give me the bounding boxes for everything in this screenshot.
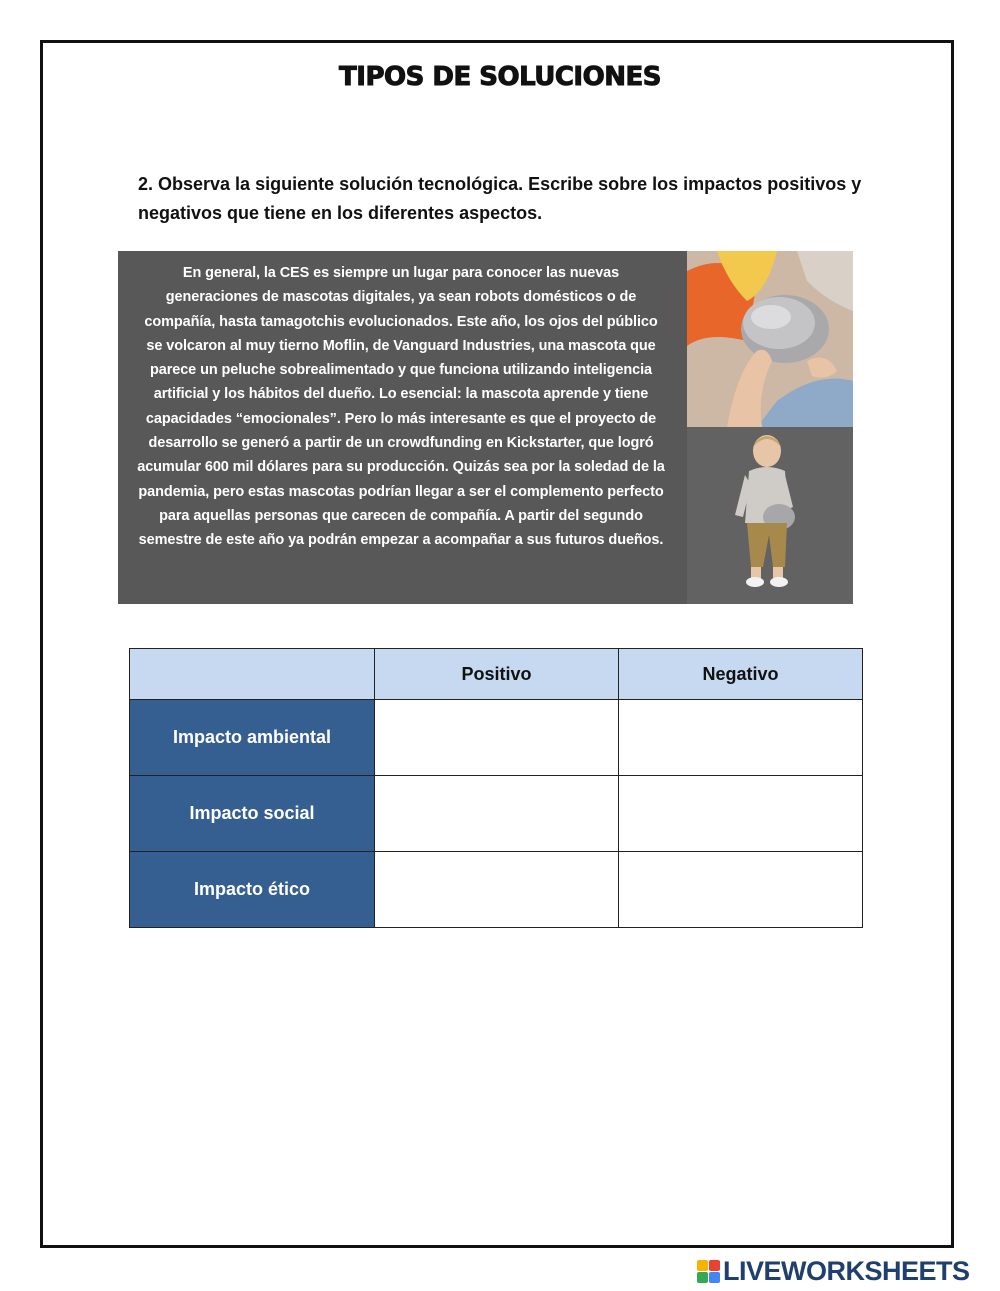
liveworksheets-logo[interactable] xyxy=(697,1256,970,1286)
table-header-row xyxy=(130,649,863,700)
cell-etico-positivo[interactable] xyxy=(375,852,619,928)
liveworksheets-blocks-icon xyxy=(697,1260,720,1283)
cell-social-positivo[interactable] xyxy=(375,776,619,852)
child-with-moflin-photo xyxy=(687,427,853,604)
child-illustration xyxy=(687,427,853,604)
article-text: En general, la CES es siempre un lugar para conocer las nuevas generaciones de mascotas digitales, ya sean robots domésticos o de compañía, hasta tamagotchis evolucionados. Este año, los ojos del público se volcaron al muy tierno Moflin, de Vanguard Industries, una mascota que parece un peluche sobrealimentado y que funciona utilizando inteligencia artificial y los hábitos del dueño. Lo esencial: la mascota aprende y tiene capacidades “emocionales”. Pero lo más interesante es que el proyecto de desarrollo se generó a partir de un crowdfunding en Kickstarter, que logró acumular 600 mil dólares para su producción. Quizás sea por la soledad de la pandemia, pero estas mascotas podrían llegar a ser el complemento perfecto para aquellas personas que carecen de compañía. A partir del segundo semestre de este año ya podrán empezar a acompañar a sus futuros dueños. xyxy=(137,265,665,549)
table-row xyxy=(130,776,863,852)
table-row xyxy=(130,700,863,776)
moflin-held-photo xyxy=(687,251,853,427)
moflin-held-illustration xyxy=(687,251,853,427)
cell-etico-negativo[interactable] xyxy=(619,852,863,928)
header-empty-cell xyxy=(130,649,375,700)
row-label-impacto-etico: Impacto ético xyxy=(130,852,375,928)
header-positivo: Positivo xyxy=(375,649,619,700)
worksheet-title: TIPOS DE SOLUCIONES xyxy=(339,62,661,92)
cell-ambiental-negativo[interactable] xyxy=(619,700,863,776)
table-row xyxy=(130,852,863,928)
row-label-impacto-ambiental: Impacto ambiental xyxy=(130,700,375,776)
cell-ambiental-positivo[interactable] xyxy=(375,700,619,776)
impact-table xyxy=(129,648,863,928)
logo-text: LIVEWORKSHEETS xyxy=(723,1255,970,1286)
header-negativo: Negativo xyxy=(619,649,863,700)
article-box xyxy=(118,251,853,604)
cell-social-negativo[interactable] xyxy=(619,776,863,852)
row-label-impacto-social: Impacto social xyxy=(130,776,375,852)
question-text: 2. Observa la siguiente solución tecnológica. Escribe sobre los impactos positivos y negativos que tiene en los diferentes aspectos. xyxy=(138,174,862,223)
